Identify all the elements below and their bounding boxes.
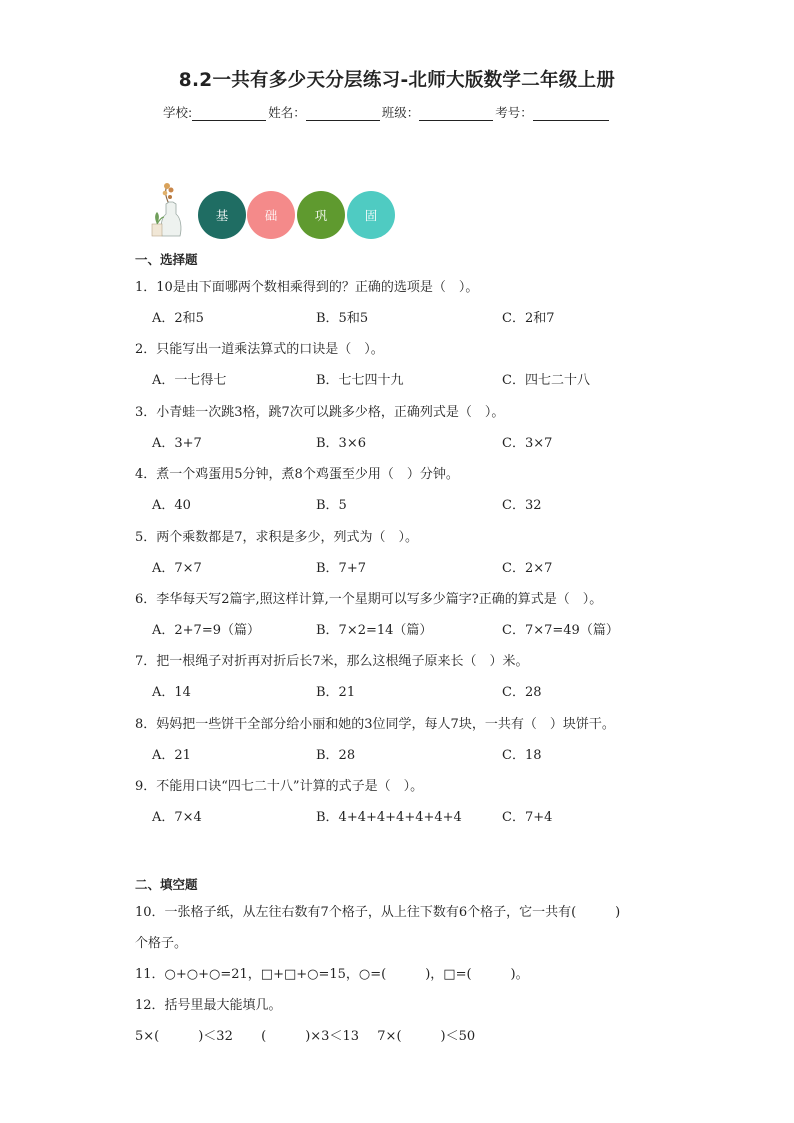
option-a: A．40 bbox=[152, 498, 191, 514]
question-2: 2．只能写出一道乘法算式的口诀是（ ）。 bbox=[135, 342, 384, 358]
option-c: C．18 bbox=[502, 747, 542, 763]
section-heading-fill: 二、填空题 bbox=[135, 877, 198, 892]
question-6-options bbox=[152, 619, 652, 637]
question-12: 12．括号里最大能填几。 bbox=[135, 998, 282, 1013]
option-b: B．28 bbox=[316, 747, 356, 763]
option-a: A．3+7 bbox=[152, 435, 202, 451]
option-b: B．5 bbox=[316, 498, 347, 514]
question-5-options bbox=[152, 557, 652, 575]
question-7-options bbox=[152, 681, 652, 699]
school-blank bbox=[192, 106, 266, 121]
option-b: B．3×6 bbox=[316, 435, 366, 451]
name-blank bbox=[306, 106, 380, 121]
plant-vase-icon bbox=[150, 180, 190, 240]
option-c: C．7×7=49（篇） bbox=[502, 623, 619, 638]
option-a: A．一七得七 bbox=[152, 373, 227, 389]
option-b: B．4+4+4+4+4+4+4 bbox=[316, 810, 462, 826]
badge-chu-label: 础 bbox=[264, 208, 278, 223]
section-heading-choice: 一、选择题 bbox=[135, 252, 198, 267]
question-8: 8．妈妈把一些饼干全部分给小丽和她的3位同学，每人7块，一共有（ ）块饼干。 bbox=[135, 716, 615, 732]
badge-chu bbox=[247, 191, 295, 239]
question-3: 3．小青蛙一次跳3格，跳7次可以跳多少格，正确列式是（ ）。 bbox=[135, 404, 505, 420]
question-12-item-3: 7×( )＜50 bbox=[377, 1029, 476, 1044]
question-4-options bbox=[152, 494, 652, 512]
option-c: C．7+4 bbox=[502, 810, 553, 826]
option-a: A．7×7 bbox=[152, 560, 202, 576]
question-3-options bbox=[152, 432, 652, 450]
option-b: B．5和5 bbox=[316, 311, 369, 326]
question-4: 4．煮一个鸡蛋用5分钟，煮8个鸡蛋至少用（ ）分钟。 bbox=[135, 467, 459, 483]
class-label: 班级： bbox=[381, 105, 420, 120]
option-b: B．7×2=14（篇） bbox=[316, 623, 433, 638]
option-b: B．七七四十九 bbox=[316, 373, 404, 389]
question-10-line-2: 个格子。 bbox=[135, 936, 188, 951]
question-1-options bbox=[152, 307, 652, 325]
option-c: C．32 bbox=[502, 498, 542, 514]
badge-gong-label: 巩 bbox=[314, 208, 328, 223]
question-9-options bbox=[152, 806, 652, 824]
question-12-items bbox=[135, 1025, 475, 1044]
question-7: 7．把一根绳子对折再对折后长7米，那么这根绳子原来长（ ）米。 bbox=[135, 654, 529, 670]
option-a: A．2和5 bbox=[152, 311, 204, 326]
school-label: 学校: bbox=[163, 105, 193, 120]
question-8-options bbox=[152, 744, 652, 762]
option-a: A．7×4 bbox=[152, 810, 202, 826]
option-c: C．2和7 bbox=[502, 311, 555, 326]
badge-gong bbox=[297, 191, 345, 239]
class-blank bbox=[419, 106, 493, 121]
exam-number-label: 考号： bbox=[495, 105, 533, 120]
option-b: B．21 bbox=[316, 685, 356, 701]
badge-gu bbox=[347, 191, 395, 239]
question-1: 1．10是由下面哪两个数相乘得到的？正确的选项是（ ）。 bbox=[135, 280, 479, 295]
question-11: 11．○+○+○=21，□+□+○=15，○=( )，□=( )。 bbox=[135, 967, 529, 982]
page-title: 8.2一共有多少天分层练习-北师大版数学二年级上册 bbox=[178, 70, 616, 91]
option-c: C．2×7 bbox=[502, 560, 553, 576]
section-banner bbox=[150, 180, 410, 240]
option-a: A．14 bbox=[152, 685, 191, 701]
question-5: 5．两个乘数都是7，求积是多少，列式为（ ）。 bbox=[135, 529, 419, 545]
badge-gu-label: 固 bbox=[364, 208, 378, 223]
exam-number-blank bbox=[533, 106, 609, 121]
question-6: 6．李华每天写2篇字,照这样计算,一个星期可以写多少篇字?正确的算式是（ ）。 bbox=[135, 592, 603, 607]
student-info-line bbox=[163, 103, 611, 121]
question-2-options bbox=[152, 369, 652, 387]
question-9: 9．不能用口诀“四七二十八”计算的式子是（ ）。 bbox=[135, 779, 424, 795]
option-a: A．21 bbox=[152, 747, 191, 763]
badge-ji bbox=[198, 191, 246, 239]
option-c: C．3×7 bbox=[502, 435, 553, 451]
name-label: 姓名： bbox=[268, 105, 306, 120]
question-10-line-1: 10．一张格子纸，从左往右数有7个格子，从上往下数有6个格子，它一共有( ) bbox=[135, 905, 621, 920]
question-12-item-1: 5×( )＜32 bbox=[135, 1029, 233, 1044]
badge-ji-label: 基 bbox=[215, 208, 229, 223]
option-c: C．四七二十八 bbox=[502, 373, 590, 389]
option-b: B．7+7 bbox=[316, 560, 366, 576]
option-a: A．2+7=9（篇） bbox=[152, 623, 260, 638]
question-12-item-2: ( )×3＜13 bbox=[261, 1029, 359, 1044]
option-c: C．28 bbox=[502, 685, 542, 701]
